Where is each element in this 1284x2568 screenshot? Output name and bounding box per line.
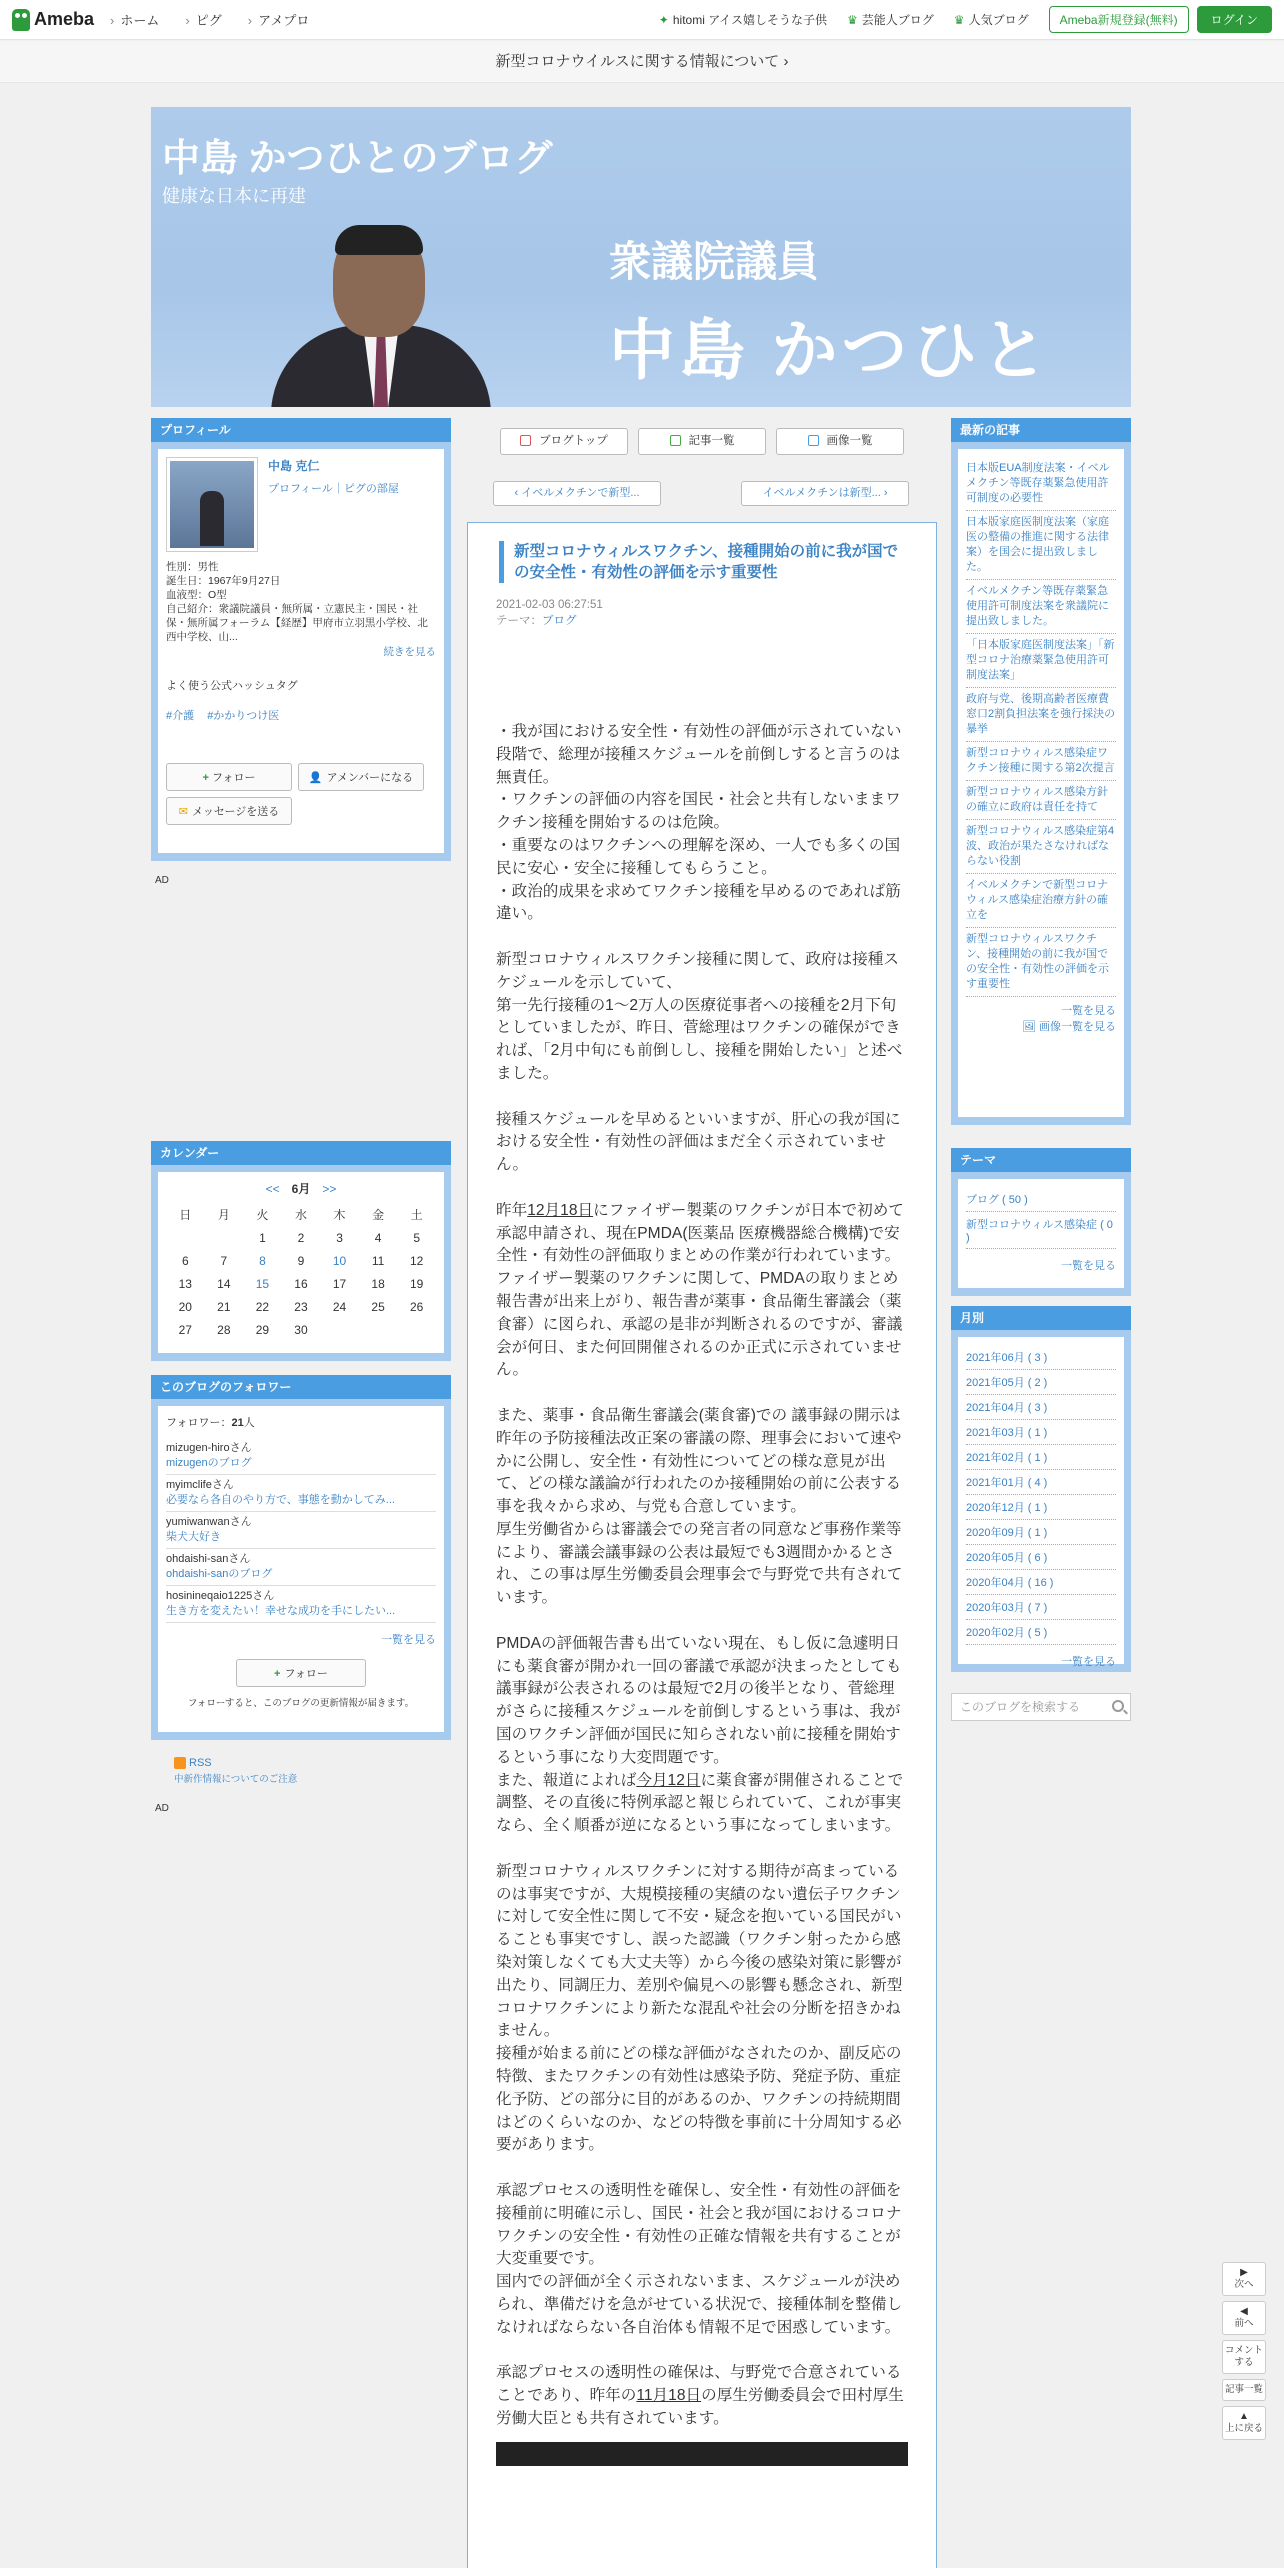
monthly-box	[951, 1306, 1131, 1672]
article-text: 承認プロセスの透明性を確保し、安全性・有効性の評価を接種前に明確に示し、国民・社会と我が国におけるコロナワクチンの安全性・有効性の正確な情報を共有することが大変重要です。 国内での評価が全く示されないまま、スケジュールが決められ、準備だけを急がせている状況で、接種体制を整備しなければならない各自治体も情報不足で困惑しています。	[496, 2182, 903, 2336]
article-text: ・我が国における安全性・有効性の評価が示されていない段階で、総理が接種スケジュールを前倒しすると言うのは無責任。 ・ワクチンの評価の内容を国民・社会と共有しないままワクチン接種を開始するのは危険。 ・重要なのはワクチンへの理解を深め、一人でも多くの国民に安心・安全に接種してもらうこと。 ・政治的成果を求めてワクチン接種を早めるのであれば筋違い。	[496, 723, 902, 923]
article-paragraph	[496, 1200, 908, 1382]
follower-blog-link[interactable]: 必要なら各自のやり方で、事態を動かしてみ...	[166, 1494, 395, 1506]
calendar-day: 3	[336, 1230, 343, 1245]
calendar-day: 28	[217, 1322, 231, 1337]
follow-note: フォローすると、このブログの更新情報が届きます。	[187, 1698, 415, 1709]
calendar-day: 20	[178, 1299, 192, 1314]
next-button[interactable]	[1222, 2262, 1266, 2296]
tab-blog-top[interactable]: ブログトップ	[500, 428, 628, 455]
weekday-label: 火	[256, 1208, 269, 1222]
calendar-day: 1	[259, 1230, 266, 1245]
rss-icon	[174, 1757, 186, 1769]
follower-blog-link[interactable]: 生き方を変えたい！幸せな成功を手にしたい...	[166, 1605, 396, 1617]
follow-button[interactable]: + フォロー	[236, 1659, 366, 1687]
month-archive-link[interactable]: 2020年04月 ( 16 )	[966, 1570, 1116, 1595]
weekday-label: 水	[294, 1208, 307, 1222]
calendar-day-link[interactable]: 10	[332, 1253, 347, 1268]
calendar-day: 19	[410, 1276, 424, 1291]
calendar-day	[359, 1318, 398, 1341]
theme-link[interactable]: ブログ ( 50 )	[966, 1187, 1116, 1212]
weekday-label: 月	[217, 1208, 230, 1222]
article-paragraph	[496, 2362, 908, 2430]
calendar-day-link[interactable]: 8	[259, 1253, 266, 1268]
floating-label: 上に戻る	[1224, 2423, 1263, 2434]
weekday-label: 金	[372, 1208, 385, 1222]
theme-box	[951, 1148, 1131, 1296]
image-icon: 🖼	[1021, 1021, 1036, 1033]
calendar-day: 29	[255, 1322, 270, 1337]
calendar-day: 6	[181, 1253, 189, 1268]
calendar-grid	[166, 1203, 436, 1341]
month-archive-link[interactable]: 2020年09月 ( 1 )	[966, 1520, 1116, 1545]
profile-info	[166, 552, 436, 644]
profile-info-line: 血液型：O型	[166, 589, 227, 601]
recent-more-link[interactable]: 一覧を見る	[1061, 1005, 1116, 1017]
calendar-day: 24	[332, 1299, 347, 1314]
calendar-box	[151, 1141, 451, 1361]
follower-name: mizugen-hiroさん	[166, 1442, 252, 1454]
celebrity-blog-link[interactable]: ♛ 芸能人ブログ	[847, 13, 934, 27]
recent-entry-link[interactable]: イベルメクチン等既存薬緊急使用許可制度法案を衆議院に提出致しました。	[966, 580, 1116, 634]
blog-header-banner	[151, 107, 1131, 407]
article-text: 承認プロセスの透明性の確保は、与野党で合意されていることであり、昨年の	[496, 2364, 902, 2405]
follower-name: myimclifeさん	[166, 1479, 234, 1491]
article-text: 新型コロナウィルスワクチンに対する期待が高まっているのは事実ですが、大規模接種の実績のない遺伝子ワクチンに対して安全性に関して不安・疑念を抱いている国民がいることも事実ですし、誤った認識（ワクチン射ったから感染対策しなくても大丈夫等）から今後の感染対策に影響が出たり、同調圧力、差別や偏見への影響も懸念され、新型コロナワクチンにより新たな混乱や社会の分断を招きかねません。 接種が始まる前にどの様な評価がなされたのか、副反応の特徴、またワクチンの有効性は感染予防、発症予防、重症化予防、どの部分に目的があるのか、ワクチンの持続期間はどのくらいなのか、などの特徴を事前に十分周知する必要があります。	[496, 1862, 903, 2154]
article-text: 昨年	[496, 1201, 528, 1219]
follower-blog-link[interactable]: ohdaishi-sanのブログ	[166, 1568, 273, 1580]
article-text: また、薬事・食品衛生審議会(薬食審)での 議事録の開示は昨年の予防接種法改正案の審議の際、理事会において速やかに公開し、安全性・有効性についてどの様な意見が出て、どの様な議論が行われたのか接種開始の前に公表する事を我々から求め、与党も合意しています。 厚生労働省からは審議会での発言者の同意など事務作業等により、審議会議事録の公表は最短でも3週間かかるとされ、この事は厚生労働委員会理事会で与野党で共有されています。	[496, 1406, 903, 1607]
recent-entry-link[interactable]: 新型コロナウィルス感染症第4波、政治が果たさなければならない役割	[966, 820, 1116, 874]
date-link[interactable]: 11月18日	[636, 2387, 702, 2405]
global-header	[0, 0, 1284, 40]
plus-icon: +	[202, 772, 209, 784]
follower-blog-link[interactable]: 柴犬大好き	[166, 1531, 221, 1543]
calendar-day: 7	[220, 1253, 228, 1268]
monthly-heading: 月別	[951, 1306, 1131, 1330]
arrow-icon: ▲	[1239, 2411, 1249, 2422]
profile-heading: プロフィール	[151, 418, 451, 442]
month-archive-link[interactable]: 2020年02月 ( 5 )	[966, 1620, 1116, 1645]
profile-info-line: 性別：男性	[166, 561, 219, 573]
crown-icon: ♛	[953, 13, 965, 27]
floating-label: 記事一覧	[1224, 2384, 1263, 2395]
hashtag-list	[166, 707, 436, 723]
floating-nav	[1222, 2262, 1266, 2445]
weekday-label: 木	[333, 1208, 346, 1222]
follower-item	[166, 1438, 436, 1475]
next-entry-button[interactable]: イベルメクチンは新型... ›	[741, 481, 909, 506]
list-icon	[670, 435, 681, 446]
back-to-top-button[interactable]	[1222, 2406, 1266, 2440]
calendar-next-link[interactable]: >>	[322, 1182, 337, 1196]
month-archive-link[interactable]: 2021年03月 ( 1 )	[966, 1420, 1116, 1445]
theme-heading: テーマ	[951, 1148, 1131, 1172]
article-text: 新型コロナウィルスワクチン接種に関して、政府は接種スケジュールを示していて、 第一先行接種の1〜2万人の医療従事者への接種を2月下旬としていましたが、昨日、菅総理はワクチンの確保ができれば、「2月中旬にも前倒しし、接種を開始したい」と述べました。	[496, 950, 903, 1082]
article-meta: 2021-02-03 06:27:51 テーマ：ブログ	[496, 597, 908, 629]
weekday-label: 日	[179, 1208, 192, 1222]
calendar-day: 27	[178, 1322, 192, 1337]
follower-count: フォロワー：21人	[166, 1417, 255, 1429]
calendar-day-link[interactable]: 15	[255, 1276, 270, 1291]
login-button[interactable]: ログイン	[1197, 6, 1272, 33]
follower-name: ohdaishi-sanさん	[166, 1553, 251, 1565]
calendar-day: 26	[410, 1299, 424, 1314]
entry-list-button[interactable]	[1222, 2379, 1266, 2401]
calendar-day: 14	[217, 1276, 231, 1291]
month-archive-link[interactable]: 2020年05月 ( 6 )	[966, 1545, 1116, 1570]
follow-button[interactable]: + フォロー	[166, 763, 292, 791]
ad-label: AD	[155, 875, 169, 886]
envelope-icon: ✉	[178, 806, 188, 818]
profile-photo[interactable]	[166, 457, 258, 552]
chevron-right-icon: ›	[783, 53, 789, 70]
banner-role: 衆議院議員	[609, 238, 820, 285]
calendar-day: 30	[294, 1322, 308, 1337]
article-date: 2021-02-03 06:27:51	[496, 599, 603, 611]
crown-icon: ♛	[847, 13, 858, 27]
article-text: の厚生労働委員会で田村厚生労働大臣とも共有されています。	[496, 2387, 904, 2427]
person-icon: 👤	[308, 772, 323, 784]
floating-label: 前へ	[1234, 2318, 1254, 2329]
prev-button[interactable]	[1222, 2301, 1266, 2335]
month-archive-link[interactable]: 2020年03月 ( 7 )	[966, 1595, 1116, 1620]
calendar-day: 5	[413, 1230, 421, 1245]
month-archive-link[interactable]: 2020年12月 ( 1 )	[966, 1495, 1116, 1520]
article-paragraph	[496, 2180, 908, 2340]
follower-name: hosinineqaio1225さん	[166, 1590, 275, 1602]
article-paragraph	[496, 949, 908, 1086]
article-paragraph	[496, 1109, 908, 1177]
month-archive-link[interactable]: 2021年01月 ( 4 )	[966, 1470, 1116, 1495]
month-archive-link[interactable]: 2021年04月 ( 3 )	[966, 1395, 1116, 1420]
month-archive-link[interactable]: 2021年05月 ( 2 )	[966, 1370, 1116, 1395]
followers-box	[151, 1375, 451, 1740]
calendar-day: 21	[217, 1299, 231, 1314]
star-icon: ✦	[658, 13, 669, 27]
recent-entry-link[interactable]: 政府与党、後期高齢者医療費窓口2割負担法案を強行採決の暴挙	[966, 688, 1116, 742]
floating-label: コメントする	[1224, 2345, 1263, 2368]
image-icon	[808, 435, 819, 446]
floating-label: 次へ	[1234, 2279, 1254, 2290]
recent-heading: 最新の記事	[951, 418, 1131, 442]
profile-info-line: 誕生日：1967年9月27日	[166, 575, 281, 587]
rss-note-link[interactable]: 中新作情報についてのご注意	[174, 1774, 298, 1786]
banner-name: 中島 かつひと	[609, 313, 1052, 387]
calendar-day	[205, 1226, 244, 1249]
tab-image-list[interactable]: 画像一覧	[776, 428, 904, 455]
recent-entry-link[interactable]: 日本版EUA制度法案・イベルメクチン等既存薬緊急使用許可制度の必要性	[966, 457, 1116, 511]
hashtag-label: よく使う公式ハッシュタグ	[166, 680, 298, 692]
profile-links[interactable]: プロフィール｜ピグの部屋	[268, 483, 399, 495]
followers-more-link[interactable]: 一覧を見る	[381, 1634, 436, 1646]
global-nav-item[interactable]: › ホーム	[110, 10, 159, 29]
profile-name[interactable]: 中島 克仁	[268, 459, 320, 473]
followers-heading: このブログのフォロワー	[151, 1375, 451, 1399]
follower-blog-link[interactable]: mizugenのブログ	[166, 1457, 252, 1469]
article-paragraph	[496, 1405, 908, 1610]
follower-item	[166, 1512, 436, 1549]
ad-label: AD	[155, 1803, 169, 1814]
article-image	[496, 2442, 908, 2466]
register-button[interactable]: Ameba新規登録(無料)	[1049, 6, 1189, 33]
popular-blog-link[interactable]: ♛ 人気ブログ	[953, 13, 1029, 27]
calendar-day: 4	[374, 1230, 382, 1245]
rss-block	[174, 1757, 297, 1785]
recent-entry-link[interactable]: 新型コロナウィルス感染方針の確立に政府は責任を持て	[966, 781, 1116, 820]
hashtag-link[interactable]: #介護	[166, 710, 195, 722]
recent-entry-link[interactable]: 日本版家庭医制度法案（家庭医の整備の推進に関する法律案）を国会に提出致しました。	[966, 511, 1116, 580]
calendar-day: 9	[297, 1253, 305, 1268]
article-text: にファイザー製薬のワクチンが日本で初めて承認申請され、現在PMDA(医薬品 医療機器総合機構)で安全性・有効性の評価取りまとめの作業が行われています。 ファイザー製薬のワクチンに関して、PMDAの取りまとめ報告書が出来上がり、報告書が薬事・食品衛生審議会（薬食審）に図られ、承認の是非が判断されるのですが、審議会が何日、また何回開催されるのか正式に示されていません。	[496, 1201, 904, 1379]
frog-icon	[12, 9, 30, 31]
calendar-day: 17	[332, 1276, 347, 1291]
ameba-logo[interactable]: Ameba	[12, 9, 94, 31]
follower-item	[166, 1549, 436, 1586]
article-text: に薬食審が開催されることで調整、その直後に特例承認と報じられていて、これが事実なら、全く順番が逆になるという事になってしまいます。	[496, 1771, 904, 1835]
message-button[interactable]: ✉ メッセージを送る	[166, 797, 292, 825]
calendar-month: 6月	[291, 1182, 311, 1196]
portrait-image	[271, 225, 491, 407]
calendar-day	[166, 1226, 205, 1249]
article-paragraph	[496, 1861, 908, 2157]
calendar-day	[320, 1318, 359, 1341]
article-paragraph	[496, 721, 908, 926]
recent-entry-link[interactable]: イベルメクチンで新型コロナウィルス感染症治療方針の確立を	[966, 874, 1116, 928]
article-theme-link[interactable]: ブログ	[542, 615, 577, 627]
amember-button[interactable]: 👤 アメンバーになる	[298, 763, 424, 791]
calendar-day: 12	[410, 1253, 424, 1268]
global-nav-item[interactable]: › ピグ	[185, 10, 221, 29]
calendar-day: 11	[371, 1253, 385, 1268]
tab-entry-list[interactable]: 記事一覧	[638, 428, 766, 455]
theme-more-link[interactable]: 一覧を見る	[1061, 1260, 1116, 1272]
calendar-heading: カレンダー	[151, 1141, 451, 1165]
calendar-day: 22	[255, 1299, 270, 1314]
covid-info-link[interactable]: 新型コロナウイルスに関する情報について ›	[0, 41, 1284, 83]
blog-title[interactable]: 中島 かつひとのブログ	[162, 138, 553, 180]
article-title[interactable]: 新型コロナウィルスワクチン、接種開始の前に我が国での安全性・有効性の評価を示す重要性	[499, 541, 908, 583]
follower-item	[166, 1586, 436, 1623]
recent-entry-link[interactable]: 新型コロナウィルス感染症ワクチン接種に関する第2次提言	[966, 742, 1116, 781]
follower-item	[166, 1475, 436, 1512]
article-body	[496, 721, 908, 2431]
blog-tabs	[500, 428, 914, 455]
trend-link[interactable]: ✦ hitomi アイス嬉しそうな子供	[658, 13, 828, 27]
calendar-day	[397, 1318, 436, 1341]
prev-entry-button[interactable]: ‹ イベルメクチンで新型...	[493, 481, 661, 506]
calendar-prev-link[interactable]: <<	[265, 1182, 280, 1196]
recent-entry-link[interactable]: 新型コロナウィルスワクチン、接種開始の前に我が国での安全性・有効性の評価を示す重要性	[966, 928, 1116, 997]
page-icon	[520, 435, 531, 446]
arrow-icon: ◀	[1240, 2306, 1248, 2317]
calendar-day: 13	[178, 1276, 192, 1291]
hashtag-link[interactable]: #かかりつけ医	[207, 710, 280, 722]
month-archive-link[interactable]: 2021年02月 ( 1 )	[966, 1445, 1116, 1470]
follower-name: yumiwanwanさん	[166, 1516, 252, 1528]
article-text: 接種スケジュールを早めるといいますが、肝心の我が国における安全性・有効性の評価はまだ全く示されていません。	[496, 1110, 901, 1174]
calendar-day: 23	[294, 1299, 308, 1314]
date-link[interactable]: 今月12日	[636, 1771, 701, 1789]
calendar-day: 25	[371, 1299, 385, 1314]
image-list-link[interactable]: 🖼 画像一覧を見る	[1021, 1021, 1116, 1033]
search-icon[interactable]	[1112, 1700, 1124, 1712]
comment-button[interactable]	[1222, 2340, 1266, 2374]
monthly-more-link[interactable]: 一覧を見る	[1061, 1656, 1116, 1668]
blog-search-input[interactable]: このブログを検索する	[951, 1693, 1131, 1721]
plus-icon: +	[274, 1668, 281, 1680]
profile-info-line: 自己紹介：衆議院議員・無所属・立憲民主・国民・社保・無所属フォーラム【経歴】甲府市立羽黒小学校、北西中学校、山...	[166, 603, 428, 643]
theme-link[interactable]: 新型コロナウィルス感染症 ( 0 )	[966, 1212, 1116, 1249]
calendar-day: 18	[371, 1276, 385, 1291]
profile-box	[151, 418, 451, 861]
month-archive-link[interactable]: 2021年06月 ( 3 )	[966, 1345, 1116, 1370]
date-link[interactable]: 12月18日	[527, 1201, 594, 1219]
article-paragraph	[496, 1633, 908, 1838]
arrow-icon: ▶	[1240, 2267, 1248, 2278]
global-nav-item[interactable]: › アメプロ	[248, 10, 310, 29]
calendar-day: 16	[294, 1276, 308, 1291]
weekday-label: 土	[410, 1208, 423, 1222]
recent-entries-box	[951, 418, 1131, 1125]
article	[467, 522, 937, 2568]
recent-entry-link[interactable]: 「日本版家庭医制度法案」「新型コロナ治療薬緊急使用許可制度法案」	[966, 634, 1116, 688]
calendar-day: 2	[297, 1230, 305, 1245]
profile-more-link[interactable]: 続きを見る	[383, 646, 436, 658]
rss-link[interactable]: RSS	[174, 1757, 297, 1769]
blog-subtitle: 健康な日本に再建	[162, 186, 306, 206]
global-nav	[110, 10, 335, 29]
article-text: PMDAの評価報告書も出ていない現在、もし仮に急遽明日にも薬食審が開かれ一回の審議で承認が決まったとしても議事録が公表されるのは最短で2月の後半となり、菅総理がさらに接種スケジュールを前倒しするという事は、我が国のワクチン評価が国民に知らされない前に接種を開始するという事になり大変問題です。 また、報道によれば	[496, 1634, 902, 1789]
